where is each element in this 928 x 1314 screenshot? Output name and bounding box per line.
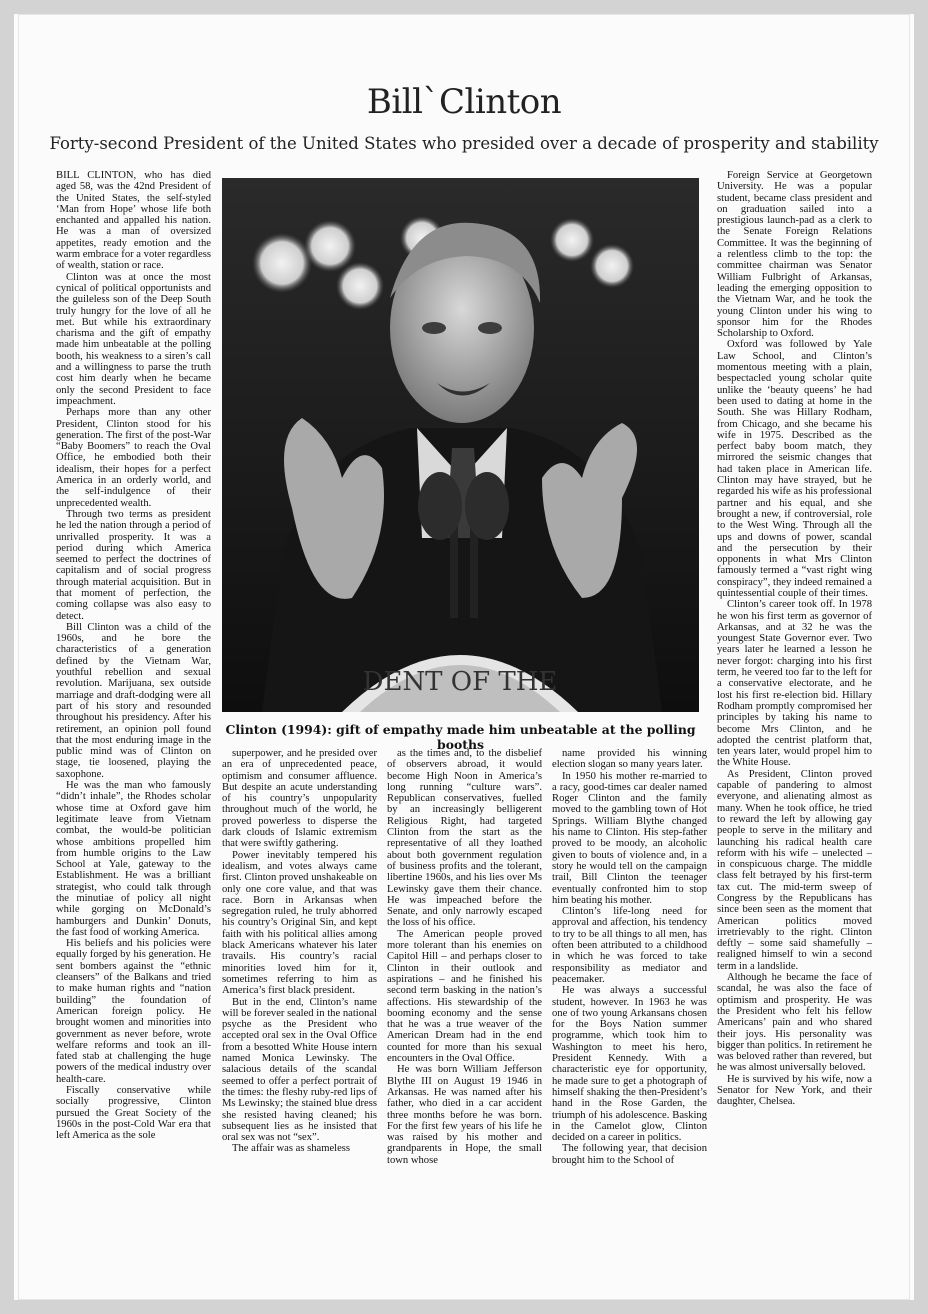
text-column-1 [56, 170, 211, 1290]
article-paragraph: The American people proved more tolerant than his enemies on Capitol Hill – and perhaps closer to Clinton in their outlook and aspirations – and he finished his second term basking in the nation’s affections. His stewardship of the booming economy and the sense that he was a true weaver of the American Dream had in the end counted for more than his sexual encounters in the Oval Office. [387, 928, 542, 1065]
article-paragraph: BILL CLINTON, who has died aged 58, was the 42nd President of the United States, the self-styled ‘Man from Hope’ whose life both enchanted and appalled his nation. He was a man of oversized appetites, ready emotion and the warm embrace for a voter regardless of wealth, station or race. [56, 170, 211, 272]
text-column-3 [387, 748, 542, 1293]
article-paragraph: superpower, and he presided over an era of unprecedented peace, optimism and consumer affluence. But despite an acute understanding of his country’s unpopularity throughout much of the world, he proved powerless to disperse the dark clouds of Islamic extremism that were swiftly gathering. [222, 748, 377, 850]
article-paragraph: Perhaps more than any other President, Clinton stood for his generation. The first of the post-War “Baby Boomers” to reach the Oval Office, he embodied both their idealism, their hopes for a perfect America in an orderly world, and the self-indulgence of their unprecedented wealth. [56, 407, 211, 509]
article-paragraph: Power inevitably tempered his idealism, and votes always came first. Clinton proved unshakeable on only one core value, and that was race. Born in Arkansas when segregation ruled, he truly abhorred his country’s Original Sin, and kept faith with his political allies among black Americans whatever his later travails. His country’s racial minorities loved him for it, sometimes referring to him as America’s first black president. [222, 849, 377, 997]
article-paragraph: Foreign Service at Georgetown University. He was a popular student, became class president and on graduation sailed into a prestigious launch-pad as a clerk to the Senate Foreign Relations Committee. It was the beginning of a relentless climb to the top: the committee chairman was Senator William Fulbright of Arkansas, leading the emerging opposition to the Vietnam War, and he took the young Clinton under his wing to sponsor him for the Rhodes Scholarship to Oxford. [717, 170, 872, 340]
clinton-photo [222, 178, 699, 712]
text-column-4 [552, 748, 707, 1293]
article-paragraph: Through two terms as president he led the nation through a period of unrivalled prosperity. It was a period during which America seemed to perfect the doctrines of capitalism and of social progress through material acquisition. But in that moment of perfection, the coming collapse was also easy to detect. [56, 508, 211, 622]
article-paragraph: Bill Clinton was a child of the 1960s, and he bore the characteristics of a generation defined by the Vietnam War, youthful rebellion and sexual revolution. Marijuana, sex outside marriage and draft-dodging were all part of his story and resounded throughout his presidency. After his retirement, an opinion poll found that the most enduring image in the public mind was of Clinton on stage, tie loosened, playing the saxophone. [56, 621, 211, 780]
article-paragraph: Oxford was followed by Yale Law School, and Clinton’s momentous meeting with a plain, bespectacled young scholar quite unlike the ‘beauty queens’ he had been used to dating at home in the South. She was Hillary Rodham, from Chicago, and she became his wife in 1975. Described as the perfect baby boom match, they mirrored the seismic changes that had taken place in American life. Clinton may have strayed, but he regarded his wife as his professional partner and his equal, and she brought a new, if controversial, role to the West Wing. Through all the ups and downs of power, scandal and the persecution by their opponents in what Mrs Clinton famously termed a “vast right wing conspiracy”, they indeed remained a quintessential couple of their times. [717, 339, 872, 599]
article-paragraph: Clinton was at once the most cynical of political opportunists and the guileless son of the Deep South truly hungry for the love of all he met. But while his extraordinary charisma and the gift of empathy made him unbeatable at the polling booth, his weakness to a siren’s call and a willingness to parse the truth cost him dearly when he became only the second President to face impeachment. [56, 271, 211, 407]
seal-text: DENT OF THE [362, 667, 558, 697]
article-paragraph: The following year, that decision brought him to the School of [552, 1143, 707, 1166]
article-paragraph: In 1950 his mother re-married to a racy, good-times car dealer named Roger Clinton and the family moved to the gambling town of Hot Springs. William Blythe changed his name to Clinton. His step-father proved to be moody, an alcoholic given to bouts of violence and, in a story he would tell on the campaign trail, Bill Clinton the teenager eventually confronted him to stop him beating his mother. [552, 770, 707, 906]
article-paragraph: Clinton’s life-long need for approval and affection, his tendency to try to be all things to all men, has often been attributed to a childhood in which he was forced to take responsibility as mediator and peacemaker. [552, 906, 707, 985]
article-paragraph: He was the man who famously “didn’t inhale”, the Rhodes scholar whose time at Oxford gave him legitimate leave from Vietnam combat, the would-be politician whose ambitions propelled him from humble origins to the Law School at Yale, gateway to the Establishment. He was a brilliant strategist, who could talk through the minutiae of policy all night while gorging on McDonald’s hamburgers and Dunkin’ Donuts, the fast food of working America. [56, 780, 211, 938]
article-paragraph: The affair was as shameless [232, 1143, 351, 1155]
article-paragraph: As President, Clinton proved capable of pandering to almost everyone, and alienating almost as many. When he took office, he tried to reward the left by allowing gay people to serve in the military and launching his radical health care reform with his wife – unelected – in conspicuous charge. The middle class felt betrayed by his first-term tax cut. The mid-term sweep of Congress by the Republicans has since been seen as the moment that American politics moved irretrievably to the right. Clinton deftly – some said shamefully – realigned himself to win a second term in a landslide. [717, 768, 872, 972]
article-paragraph: Although he became the face of scandal, he was also the face of optimism and prosperity. He was the President who felt his fellow Americans’ pain and who shared their joys. His personality was bigger than politics. In retirement he was beloved rather than revered, but he was almost universally beloved. [717, 972, 872, 1074]
text-column-2 [222, 748, 377, 1293]
article-paragraph: His beliefs and his policies were equally forged by his generation. He sent bombers against the “ethnic cleansers” of the Balkans and tried to make human rights and “nation building” the foundation of American foreign policy. He brought women and minorities into government as never before, wrote welfare reforms and took an ill-fated stab at challenging the huge powers of the medical industry over health-care. [56, 938, 211, 1085]
text-column-5 [717, 170, 872, 1290]
article-paragraph: Fiscally conservative while socially progressive, Clinton pursued the Great Society of the 1960s in the post-Cold War era that left America as the sole [56, 1085, 211, 1142]
article-subtitle: Forty-second President of the United States who presided over a decade of prosperity and stability [49, 134, 879, 153]
article-title: Bill`Clinton [366, 82, 562, 122]
article-paragraph: He was born William Jefferson Blythe III on August 19 1946 in Arkansas. He was named after his father, who died in a car accident three months before he was born. For the first few years of his life he was raised by his mother and grandparents in Hope, the small town whose [387, 1064, 542, 1166]
article-paragraph: name provided his winning election slogan so many years later. [552, 748, 707, 771]
article-paragraph: He was always a successful student, however. In 1963 he was one of two young Arkansans chosen for the Boys Nation summer programme, which took him to Washington to meet his hero, President Kennedy. With a characteristic eye for opportunity, he made sure to get a photograph of himself shaking the then-President’s hand in the Rose Garden, the triumph of his adolescence. Basking in the Camelot glow, Clinton decided on a career in politics. [552, 985, 707, 1144]
clinton-portrait-image [222, 178, 699, 712]
article-paragraph: as the times and, to the disbelief of observers abroad, it would become High Noon in America’s long running “culture wars”. Republican conservatives, fuelled by an increasingly belligerent Religious Right, had targeted Clinton from the start as the representative of all they loathed about both government regulation of business profits and the tolerant, libertine 1960s, and his lies over Ms Lewinsky gave them their chance. He was impeached before the Senate, and only narrowly escaped the loss of his office. [387, 748, 542, 929]
article-paragraph: He is survived by his wife, now a Senator for New York, and their daughter, Chelsea. [717, 1073, 872, 1108]
article-paragraph: But in the end, Clinton’s name will be forever sealed in the national psyche as the President who accepted oral sex in the Oval Office from a besotted White House intern named Monica Lewinsky. The salacious details of the scandal seemed to offer a perfect portrait of the times: the fleshy ruby-red lips of Ms Lewinsky; the stained blue dress she resisted having cleaned; his subsequent lies as he insisted that oral sex was not “sex”. [222, 996, 377, 1144]
photo-caption: Clinton (1994): gift of empathy made him unbeatable at the polling booths [225, 722, 696, 752]
article-paragraph: Clinton’s career took off. In 1978 he won his first term as governor of Arkansas, and at 32 he was the youngest State Governor ever. Two years later he learned a lesson he never forgot: charging into his first term, he veered too far to the left for a conservative electorate, and he lost his first re-election bid. Hillary Rodham promptly compromised her principles by taking his name to become Mrs Clinton, and he adopted the centrist platform that, ten years later, would propel him to the White House. [717, 599, 872, 769]
